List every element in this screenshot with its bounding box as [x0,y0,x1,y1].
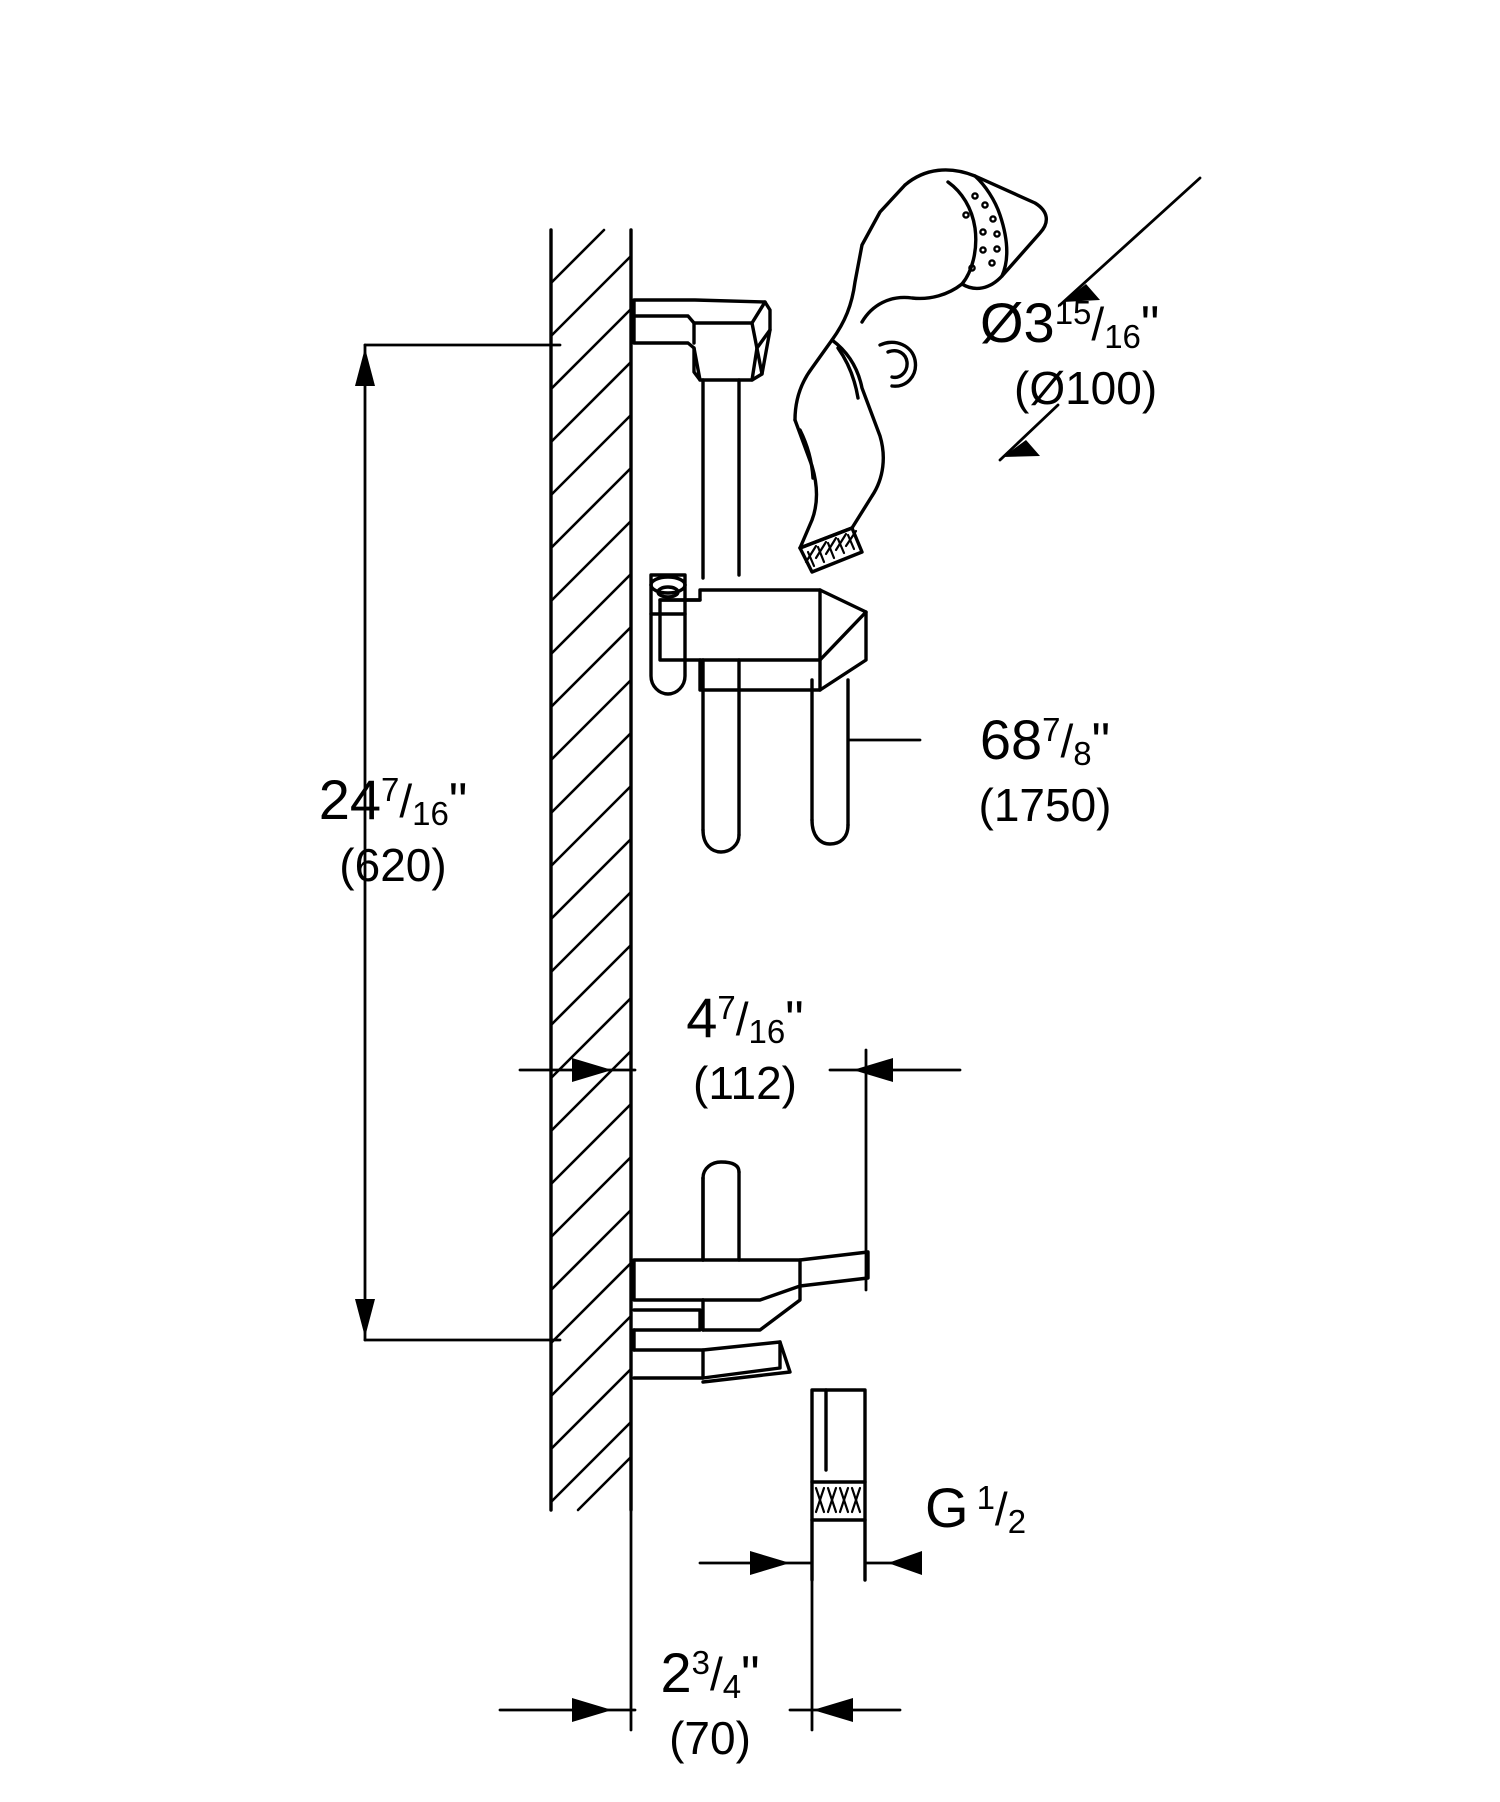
dim-metric-bracket-depth: (70) [669,1712,751,1764]
hose-connector [812,1390,865,1580]
dim-label-head-diameter: Ø315/16" (Ø100) [980,291,1160,414]
dim-frac-num-head-diameter: 15 [1054,294,1092,331]
rail-slider-holder [651,575,866,694]
dim-frac-den-head-diameter: 16 [1104,318,1141,355]
dim-frac-den-rail-height: 16 [412,795,449,832]
dim-value-bracket-depth: 2 [660,1641,692,1704]
dim-metric-hose-length: (1750) [978,779,1112,831]
lower-bracket-assembly [634,1178,868,1382]
dim-frac-num-thread-size: 1 [976,1479,995,1516]
dim-inch-mark-hose-length: " [1091,713,1111,771]
dim-label-hose-length: 687/8" (1750) [920,712,1170,828]
dim-metric-head-diameter: (Ø100) [1014,362,1158,414]
wall-section [551,230,631,1510]
dim-inch-mark-projection: " [785,991,804,1049]
shower-hose [812,680,848,844]
dim-value-hose-length: 68 [979,708,1043,771]
dim-frac-num-hose-length: 7 [1042,711,1061,748]
dim-frac-den-bracket-depth: 4 [722,1668,742,1705]
dim-metric-projection: (112) [693,1057,797,1109]
dim-label-bracket-depth: 23/4" (70) [610,1645,810,1761]
dim-value-rail-height: 24 [318,768,381,831]
dim-frac-num-bracket-depth: 3 [691,1644,710,1681]
dim-inch-mark-bracket-depth: " [741,1646,760,1704]
dim-label-rail-height: 247/16" (620) [278,772,508,888]
dim-metric-rail-height: (620) [339,839,447,891]
dim-frac-num-rail-height: 7 [380,771,400,808]
dim-frac-den-hose-length: 8 [1073,735,1092,772]
top-wall-bracket [634,300,770,380]
dim-frac-den-projection: 16 [748,1013,786,1050]
dim-frac-num-projection: 7 [717,989,736,1026]
dim-inch-mark-rail-height: " [448,773,468,831]
dim-value-thread-size: G [925,1476,969,1539]
dim-frac-den-thread-size: 2 [1007,1503,1027,1540]
dim-label-projection: 47/16" (112) [640,990,850,1106]
dim-value-head-diameter: Ø3 [980,291,1055,354]
dim-inch-mark-head-diameter: " [1140,296,1160,354]
shower-rail [703,380,739,1260]
dim-value-projection: 4 [686,986,718,1049]
dim-label-thread-size: G 1/2 [925,1476,1027,1540]
